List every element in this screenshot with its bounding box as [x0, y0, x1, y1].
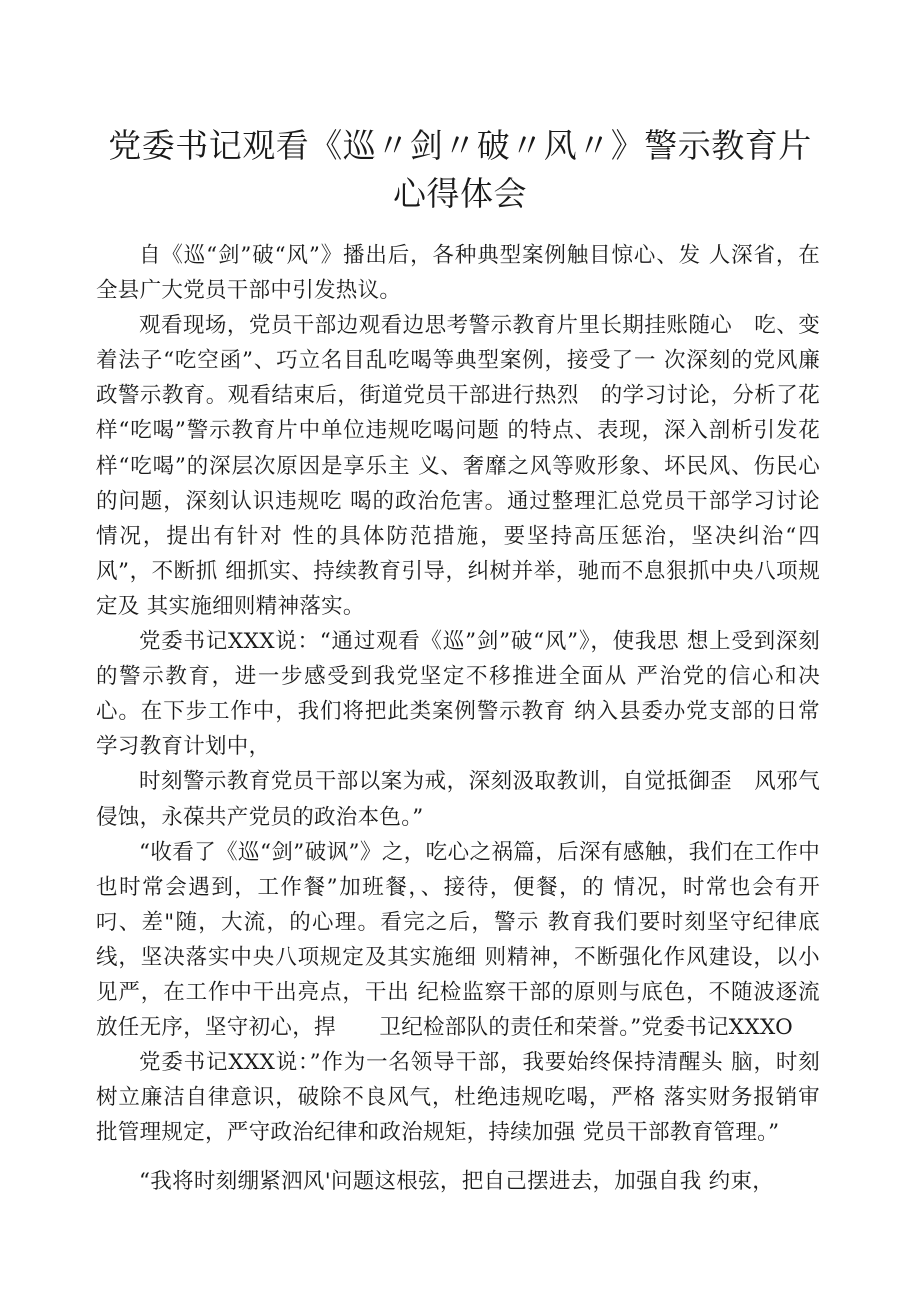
paragraph-4: 时刻警示教育党员干部以案为戒，深刻汲取教训，自觉抵御歪 风邪气侵蚀，永葆共产党员的政治本色。”: [96, 769, 820, 830]
paragraph-1: 自《巡“剑”破“风”》播出后，各种典型案例触目惊心、发 人深省，在全县广大党员干部中引发热议。: [96, 243, 820, 304]
paragraph-5: “收看了《巡“剑”破讽”》之，吃心之祸篇，后深有感触，我们在工作中也时常会遇到，工作餐”加班餐，、接待，便餐，的 情况，时常也会有开叼、差"随，大流，的心理。看完之后，警示 教育我们要时刻坚守纪律底线，坚决落实中央八项规定及其实施细 则精神，不断强化作风建设，以小见严，在工作中干出亮点，干出 纪检监察干部的原则与底色，不随波逐流放任无序，坚守初心，捍 卫纪检部队的责任和荣誉。”党委书记XXXO: [96, 839, 820, 1041]
paragraph-7: “我将时刻绷紧泗风'问题这根弦，把自己摆进去，加强自我 约束，: [139, 1169, 775, 1195]
paragraph-2: 观看现场，党员干部边观看边思考警示教育片里长期挂账随心 吃、变着法子“吃空函”、巧立名目乱吃喝等典型案例，接受了一 次深刻的党风廉政警示教育。观看结束后，街道党员干部进行热烈 的学习讨论，分析了花样“吃喝”警示教育片中单位违规吃喝问题 的特点、表现，深入剖析引发花样“吃喝”的深层次原因是享乐主 义、奢靡之风等败形象、坏民风、伤民心的问题，深刻认识违规吃 喝的政治危害。通过整理汇总党员干部学习讨论情况，提出有针对 性的具体防范措施，要坚持高压惩治，坚决纠治“四风”，不断抓 细抓实、持续教育引导，纠树并举，驰而不息狠抓中央八项规定及 其实施细则精神落实。: [96, 313, 820, 619]
paragraph-3: 党委书记XXX说：“通过观看《巡”剑”破“风”》，使我思 想上受到深刻的警示教育，进一步感受到我党坚定不移推进全面从 严治党的信心和决心。在下步工作中，我们将把此类案例警示教育 纳入县委办党支部的日常学习教育计划中，: [96, 629, 820, 760]
paragraph-6: 党委书记XXX说：”作为一名领导干部，我要始终保持清醒头 脑，时刻树立廉洁自律意识，破除不良风气，杜绝违规吃喝，严格 落实财务报销审批管理规定，严守政治纪律和政治规矩，持续加强 党员干部教育管理。”: [96, 1050, 820, 1146]
document-title: 党委书记观看《巡〃剑〃破〃风〃》警示教育片 心得体会: [108, 126, 812, 213]
document-body: [96, 238, 820, 1200]
